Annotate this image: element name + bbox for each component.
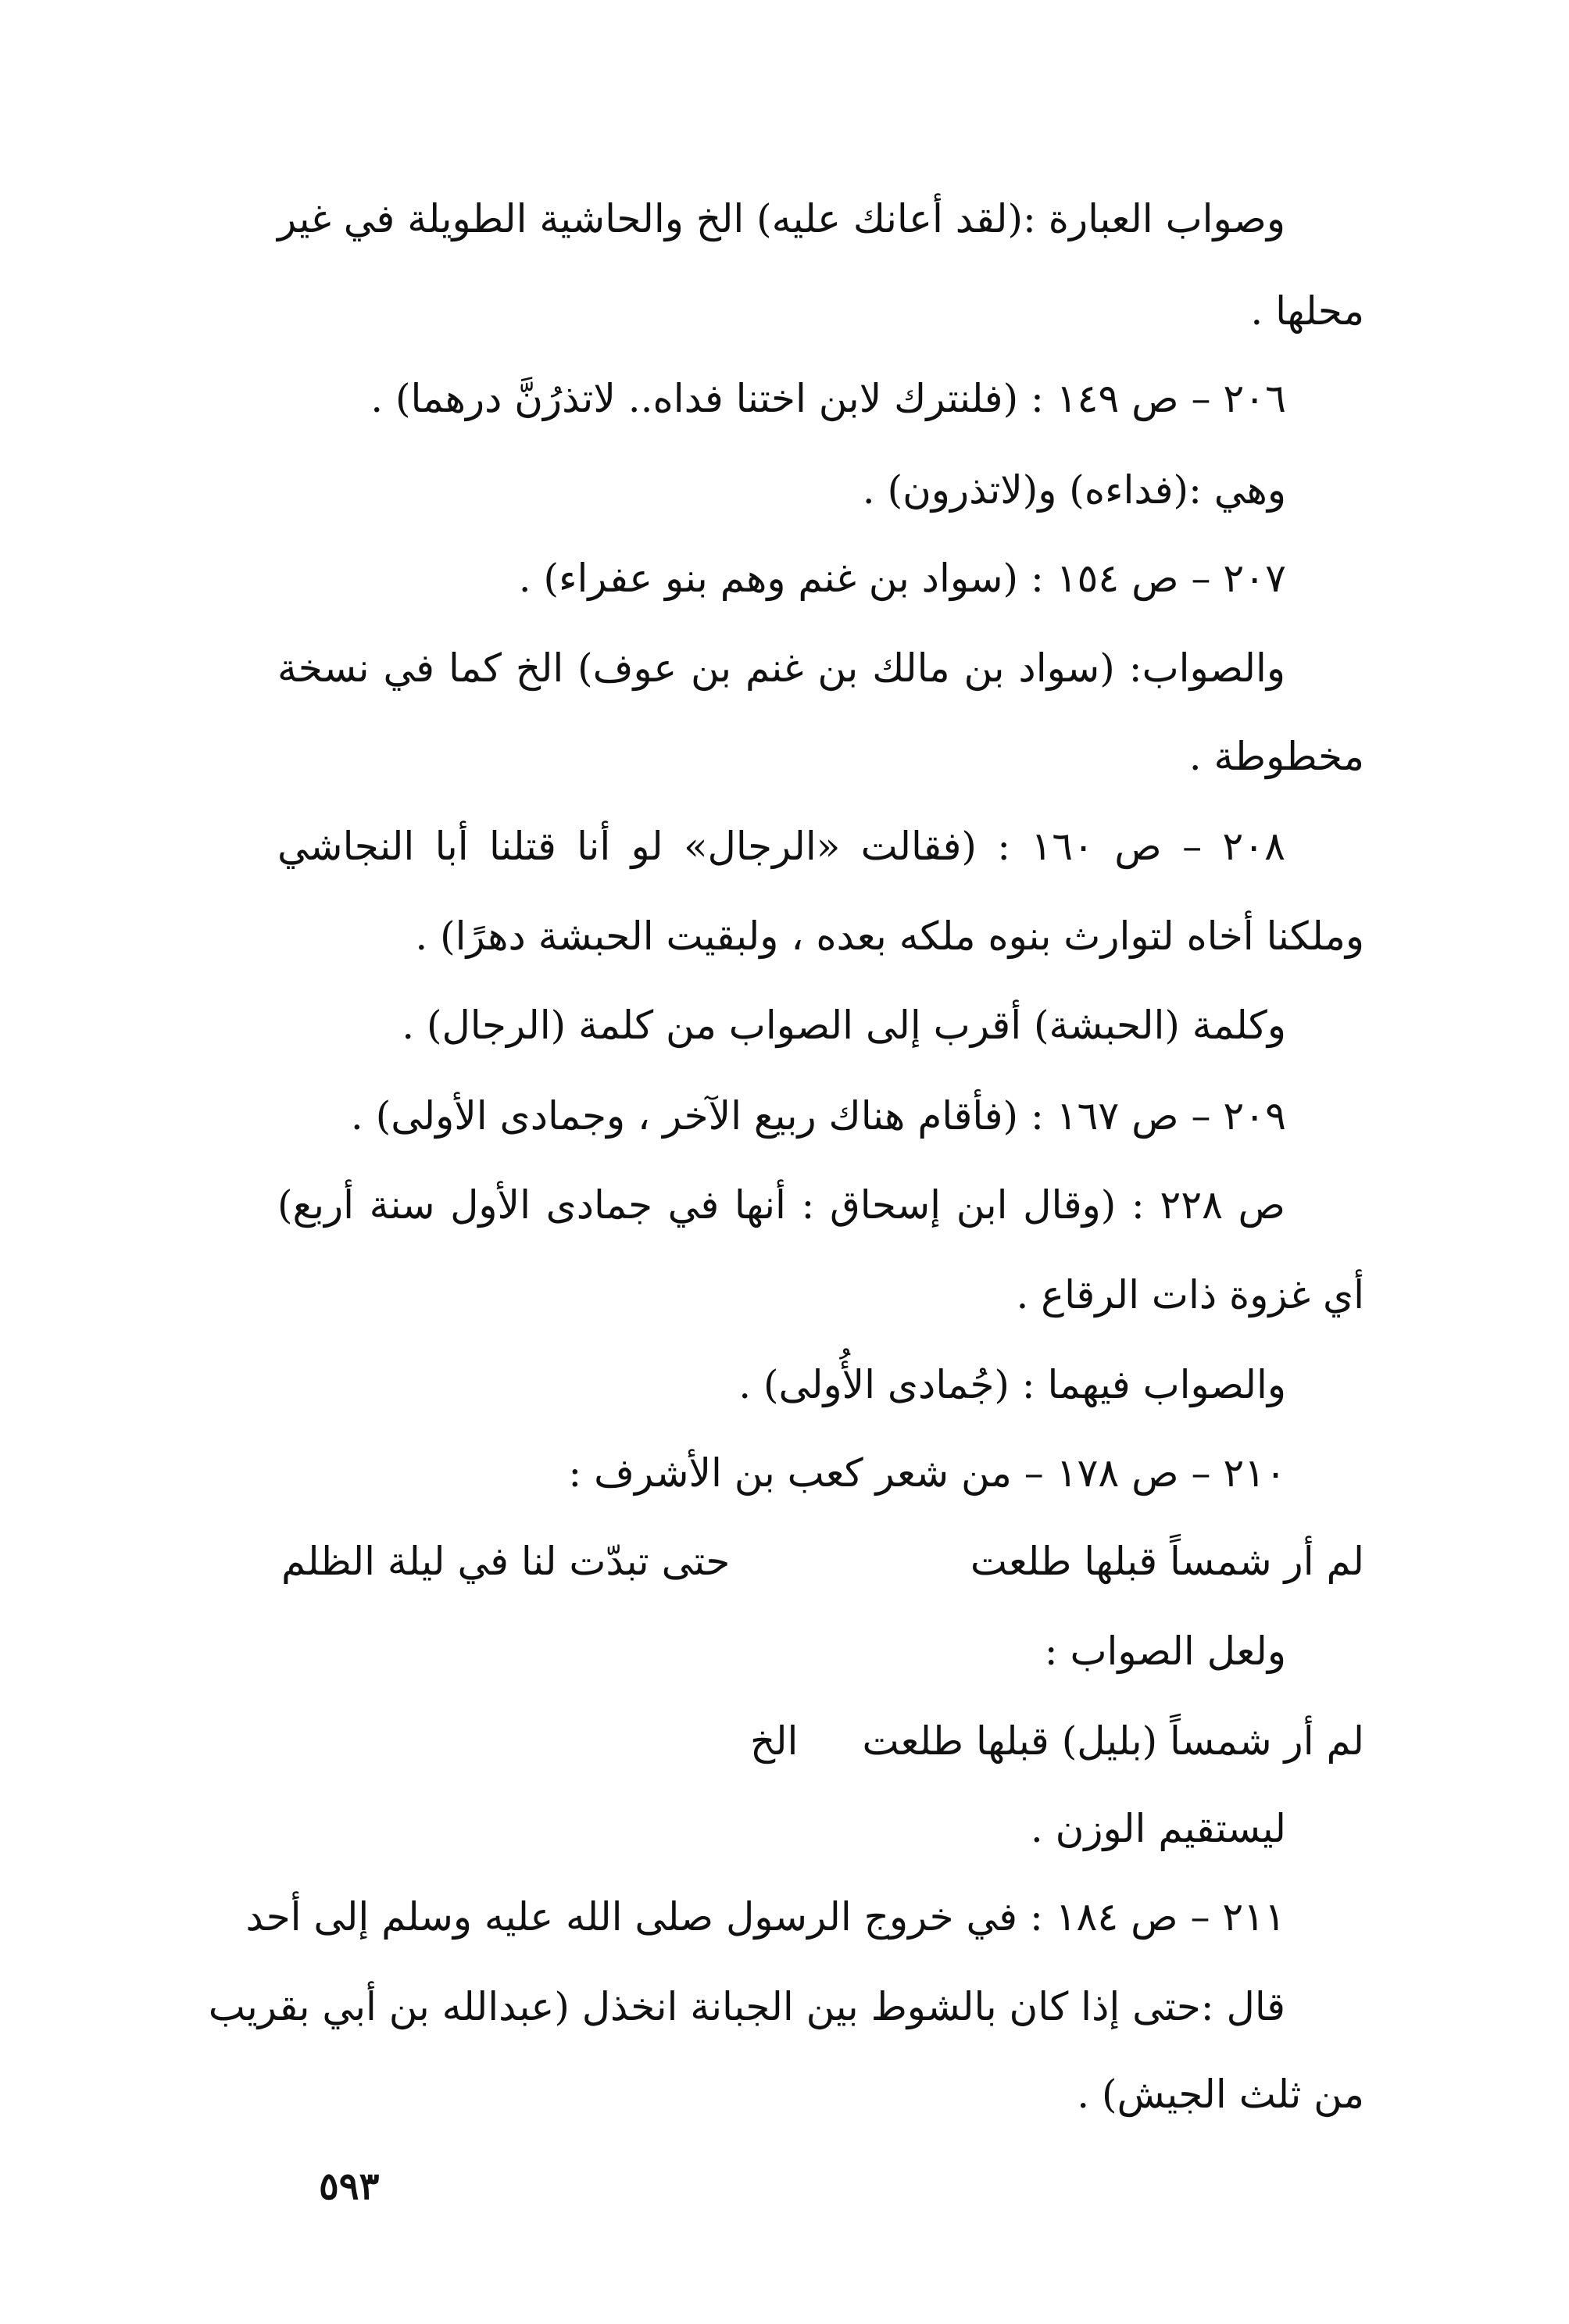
verse-1-second-hemistich: حتى تبدّت لنا في ليلة الظلم	[281, 1539, 731, 1584]
text-line-15: ٢١٠ – ص ١٧٨ – من شعر كعب بن الأشرف :	[568, 1450, 1286, 1496]
verse-2-second-hemistich: الخ	[750, 1718, 799, 1764]
text-line-6: والصواب: (سواد بن مالك بن غنم بن عوف) الخ كما في نسخة	[277, 645, 1285, 691]
verse-1-first-hemistich: لم أر شمساً قبلها طلعت	[970, 1539, 1364, 1584]
text-line-14: والصواب فيهما : (جُمادى الأُولى) .	[738, 1362, 1286, 1407]
text-line-13: أي غزوة ذات الرقاع .	[1016, 1272, 1364, 1318]
text-line-11: ٢٠٩ – ص ١٦٧ : (فأقام هناك ربيع الآخر ، وجمادى الأولى) .	[350, 1093, 1286, 1139]
text-line-17: ليستقيم الوزن .	[1030, 1806, 1286, 1851]
verse-2-first-hemistich: لم أر شمساً (بليل) قبلها طلعت	[862, 1718, 1364, 1764]
text-line-20: من ثلث الجيش) .	[1077, 2072, 1364, 2117]
text-line-2: محلها .	[1250, 288, 1364, 334]
text-line-7: مخطوطة .	[1188, 734, 1364, 779]
text-line-12: ص ٢٢٨ : (وقال ابن إسحاق : أنها في جمادى الأول سنة أربع)	[277, 1182, 1285, 1228]
text-line-18: ٢١١ – ص ١٨٤ : في خروج الرسول صلى الله عليه وسلم إلى أحد	[245, 1894, 1285, 1940]
text-line-4: وهي :(فداءه) و(لاتذرون) .	[862, 467, 1286, 513]
text-line-19: قال :حتى إذا كان بالشوط بين الجبانة انخذل (عبدالله بن أبي بقريب	[208, 1984, 1285, 2029]
text-line-5: ٢٠٧ – ص ١٥٤ : (سواد بن غنم وهم بنو عفراء) .	[518, 556, 1286, 601]
text-line-1: وصواب العبارة :(لقد أعانك عليه) الخ والحاشية الطويلة في غير	[277, 196, 1285, 241]
text-line-9: وملكنا أخاه لتوارث بنوه ملكه بعده ، ولبقيت الحبشة دهرًا) .	[415, 914, 1364, 959]
text-line-3: ٢٠٦ – ص ١٤٩ : (فلنترك لابن اختنا فداه.. لاتذرُنَّ درهما) .	[370, 376, 1286, 421]
text-line-10: وكلمة (الحبشة) أقرب إلى الصواب من كلمة (الرجال) .	[402, 1003, 1286, 1048]
text-line-16: ولعل الصواب :	[1044, 1629, 1286, 1674]
text-line-8: ٢٠٨ – ص ١٦٠ : (فقالت «الرجال» لو أنا قتلنا أبا النجاشي	[277, 824, 1285, 869]
page-number: ٥٩٣	[319, 2165, 380, 2208]
